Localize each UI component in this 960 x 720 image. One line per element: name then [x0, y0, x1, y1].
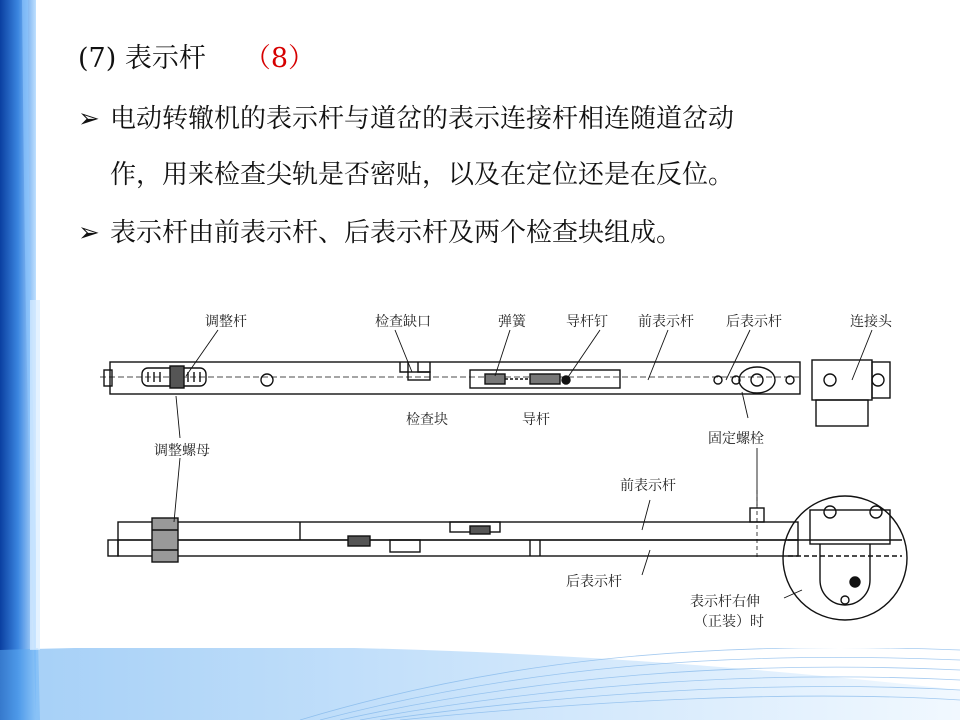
bullet-1 [78, 98, 734, 135]
label-spring: 弹簧 [498, 314, 526, 330]
label-rear-rod-top: 后表示杆 [726, 314, 782, 330]
label-guide-pin: 导杆钉 [566, 314, 608, 330]
bullet-2 [78, 212, 682, 249]
label-front-rod-top: 前表示杆 [638, 314, 694, 330]
bullet-2-line-1: 表示杆由前表示杆、后表示杆及两个检查块组成。 [110, 218, 683, 248]
label-right-extend: 表示杆右伸 [690, 594, 760, 610]
label-fixing-bolt: 固定螺栓 [708, 431, 764, 447]
label-front-rod-bottom: 前表示杆 [620, 478, 676, 494]
bullet-arrow-icon: ➢ [78, 104, 100, 134]
label-check-notch: 检查缺口 [375, 314, 431, 330]
bullet-arrow-icon: ➢ [78, 218, 100, 248]
label-rear-rod-bottom: 后表示杆 [566, 574, 622, 590]
label-connector: 连接头 [850, 314, 892, 330]
label-guide-rod: 导杆 [522, 412, 550, 428]
indicator-rod-diagram [90, 300, 930, 650]
label-right-extend-note: （正装）时 [694, 614, 764, 630]
title-text: (7) 表示杆 [78, 43, 206, 74]
label-check-block: 检查块 [406, 412, 448, 428]
label-adjust-rod: 调整杆 [205, 314, 247, 330]
bullet-1-line-1: 电动转辙机的表示杆与道岔的表示连接杆相连随道岔动 [110, 104, 735, 134]
label-adjust-nut: 调整螺母 [154, 443, 210, 459]
slide-title [78, 36, 315, 75]
title-number: （8） [243, 43, 316, 74]
bullet-1-line-2: 作，用来检查尖轨是否密贴，以及在定位还是在反位。 [110, 160, 735, 190]
